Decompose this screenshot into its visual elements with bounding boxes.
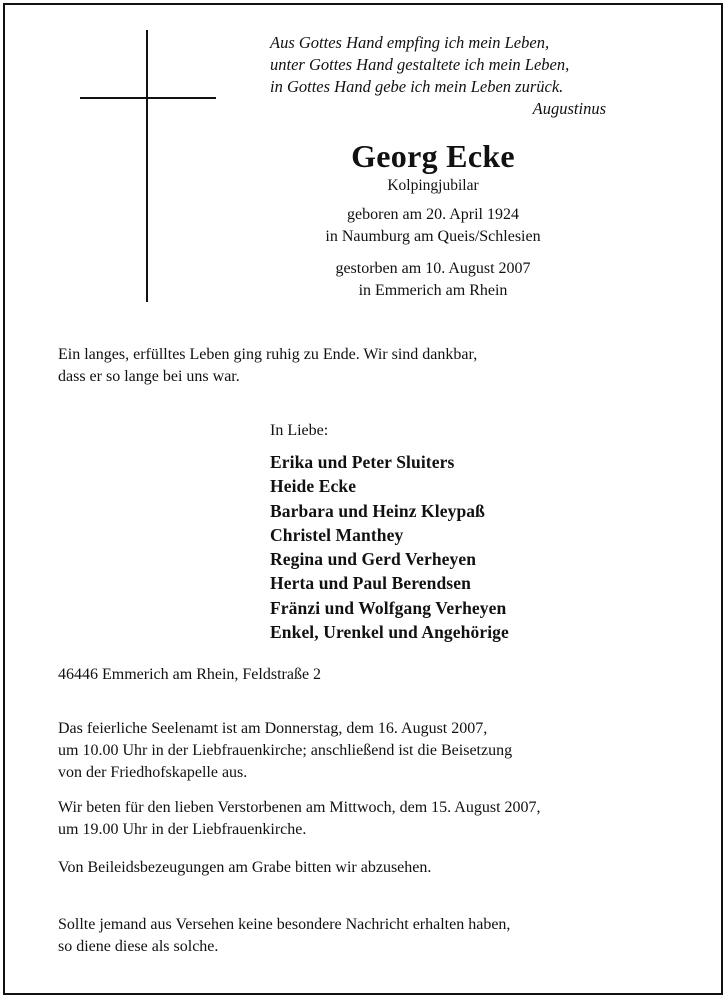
address: 46446 Emmerich am Rhein, Feldstraße 2 <box>58 666 322 683</box>
cross-horizontal-bar <box>80 97 216 99</box>
intro-line: Ein langes, erfülltes Leben ging ruhig zu Ende. Wir sind dankbar, <box>58 346 478 363</box>
birth-place: in Naumburg am Queis/Schlesien <box>325 228 541 245</box>
prayer-paragraph <box>58 797 678 841</box>
mourners-heading: In Liebe: <box>270 422 329 439</box>
closing-paragraph <box>58 914 678 958</box>
birth-info <box>250 204 616 248</box>
service-line: Das feierliche Seelenamt ist am Donnerstag, dem 16. August 2007, <box>58 720 488 737</box>
prayer-line: Wir beten für den lieben Verstorbenen am Mittwoch, dem 15. August 2007, <box>58 799 541 816</box>
mourner-name: Enkel, Urenkel und Angehörige <box>270 622 509 643</box>
epigraph-quote <box>270 32 650 120</box>
service-paragraph <box>58 718 678 784</box>
mourner-name: Herta und Paul Berendsen <box>270 573 471 594</box>
mourner-name: Heide Ecke <box>270 476 357 497</box>
cross-vertical-bar <box>146 30 148 302</box>
birth-date: geboren am 20. April 1924 <box>347 206 519 223</box>
quote-author: Augustinus <box>532 99 606 118</box>
condolence-note: Von Beileidsbezeugungen am Grabe bitten wir abzusehen. <box>58 859 432 876</box>
quote-line: Aus Gottes Hand empfing ich mein Leben, <box>270 33 550 52</box>
service-line: um 10.00 Uhr in der Liebfrauenkirche; anschließend ist die Beisetzung <box>58 742 513 759</box>
intro-line: dass er so lange bei uns war. <box>58 368 240 385</box>
mourner-name: Christel Manthey <box>270 524 404 545</box>
deceased-name: Georg Ecke <box>351 138 515 174</box>
deceased-title: Kolpingjubilar <box>387 177 479 194</box>
death-info <box>250 258 616 302</box>
mourner-name: Regina und Gerd Verheyen <box>270 549 477 570</box>
prayer-line: um 19.00 Uhr in der Liebfrauenkirche. <box>58 821 307 838</box>
death-date: gestorben am 10. August 2007 <box>335 260 531 277</box>
mourner-name: Barbara und Heinz Kleypaß <box>270 500 485 521</box>
service-line: von der Friedhofskapelle aus. <box>58 764 248 781</box>
mourner-name: Erika und Peter Sluiters <box>270 452 455 472</box>
quote-line: in Gottes Hand gebe ich mein Leben zurück. <box>270 77 564 96</box>
mourners-list <box>270 450 509 644</box>
mourner-name: Fränzi und Wolfgang Verheyen <box>270 597 507 618</box>
death-place: in Emmerich am Rhein <box>358 282 508 299</box>
closing-line: so diene diese als solche. <box>58 938 219 955</box>
closing-line: Sollte jemand aus Versehen keine besondere Nachricht erhalten haben, <box>58 916 511 933</box>
quote-line: unter Gottes Hand gestaltete ich mein Leben, <box>270 55 570 74</box>
intro-paragraph <box>58 344 678 388</box>
